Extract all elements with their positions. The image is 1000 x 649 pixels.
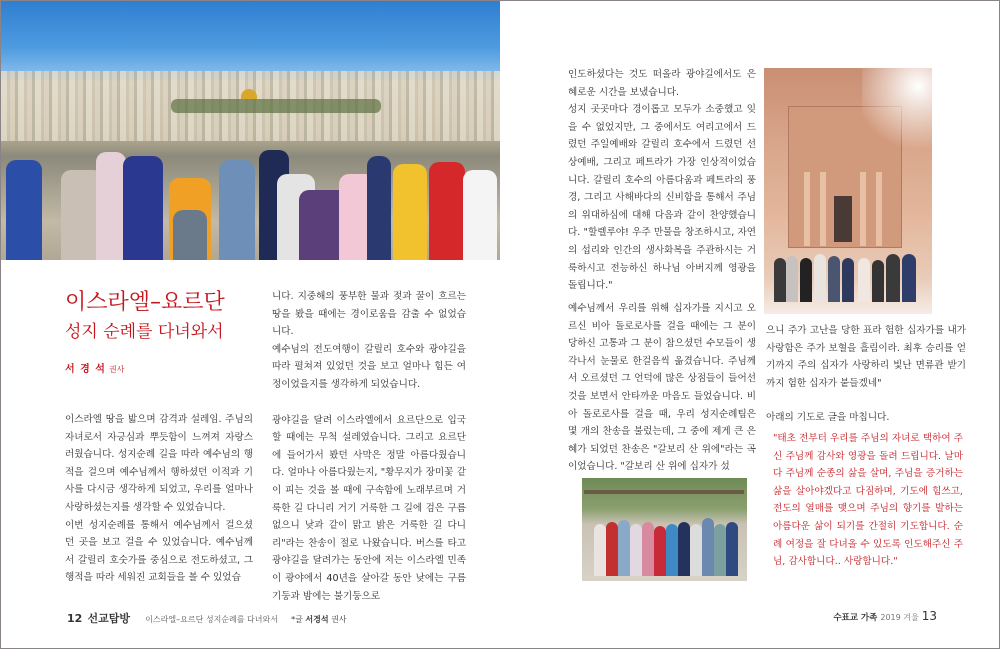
paragraph-gap (272, 394, 466, 412)
article-title: 이스라엘–요르단 (65, 290, 225, 315)
body-column-1 (65, 411, 253, 587)
closing-prayer: "태초 전부터 우리를 주님의 자녀로 택하여 주신 주님께 감사와 영광을 돌려 드립니다. 날마다 주님께 순종의 삶을 살며, 주님을 증거하는 삶을 살아야겠다고 다짐하며, 기도에 힘쓰고, 전도의 열매를 맺으며 주님의 향기를 발하는 아름다운 삶이 되기를 간절히 기도합니다. 순례 여정을 잘 다녀올 수 있도록 인도해주신 주님, 감사합니다.. 사랑합니다." (773, 433, 963, 568)
paragraph: 광야길을 달려 이스라엘에서 요르단으로 입국할 때에는 무척 설레였습니다. 그리고 요르단에 들어가서 봤던 사막은 정말 아름다웠습니다. 얼마나 아름다웠는지, "황무지가 장미꽃 같이 피는 것을 볼 때에 구속함에 노래부르며 거룩한 길 다니리 거기 거룩한 그 길에 검은 구름 없으니 낮과 같이 맑고 밝은 거룩한 길 다니리"라는 찬송이 절로 나왔습니다. 버스를 타고 광야길을 달려가는 동안에 저는 이스라엘 민족이 광야에서 40년을 살아갈 동안 낮에는 구름 기둥과 밤에는 불기둥으로 (272, 414, 466, 602)
paragraph: 으니 주가 고난을 당한 표라 험한 십자가를 내가 사랑함은 주가 보혈을 흘림이라. 최후 승리를 얻기까지 주의 십자가 사랑하리 빛난 면류관 받기까지 험한 십자가 붙들겠네" (766, 325, 966, 389)
footer-author-name: 서경석 (305, 615, 329, 624)
paragraph: 성지 곳곳마다 경이롭고 모두가 소중했고 잊을 수 없었지만, 그 중에서도 여리고에서 드렸던 주일예배와 갈릴리 호수에서 드렸던 선상예배, 그리고 페트라가 가장 인상적이었습니다. 갈릴리 호수의 아름다움과 페트라의 풍경, 그리고 사해바다의 신비함을 통해서 주님의 위대하심에 대해 다음과 같이 찬양했습니다. "할렐루야! 우주 만물을 창조하시고, 자연의 섭리와 인간의 생사화복을 주관하시는 거룩하시고 전능하신 하나님 아버지께 영광을 돌립니다." (568, 104, 756, 292)
magazine-name: 수표교 가족 (833, 613, 878, 623)
issue-date: 2019 겨울 (880, 613, 919, 622)
photo-pavilion-beam (584, 490, 744, 494)
photo-column (820, 172, 826, 246)
footer-author-prefix: *글 (291, 615, 303, 624)
footer-author-rank: 권사 (331, 615, 347, 624)
photo-crowd (1, 141, 500, 260)
section-name: 선교탐방 (87, 612, 131, 625)
footer-left (67, 610, 347, 626)
paragraph: 예수님의 전도여행이 갈릴리 호수와 광야길을 따라 펼쳐져 있었던 것을 보고 얼마나 힘든 여정이었을지를 생각하게 되었습니다. (272, 343, 466, 390)
paragraph: 이스라엘 땅을 밟으며 감격과 설레임. 주님의 자녀로서 자긍심과 뿌듯함이 느껴져 자랑스러웠습니다. 성지순례 길을 따라 예수님의 행적을 걸으며 예수님께서 행하셨던 이적과 기사를 다시금 생각하게 되었고, 우리를 얼마나 사랑하셨는지를 생각할 수 있었습니다. (65, 414, 253, 513)
photo-column (860, 172, 866, 246)
footer-author (291, 615, 346, 624)
photo-trees (171, 99, 381, 113)
closing-line: 아래의 기도로 글을 마칩니다. (766, 412, 890, 424)
author-name: 서 경 석 (65, 364, 106, 375)
footer-article-title: 이스라엘–요르단 성지순례를 다녀와서 (145, 615, 278, 624)
photo-group-pavilion (582, 478, 747, 581)
paragraph: 인도하셨다는 것도 떠올라 광야길에서도 은혜로운 시간을 보냈습니다. (568, 69, 756, 98)
body-column-2 (272, 288, 466, 605)
article-byline (65, 360, 124, 375)
paragraph: 니다. 지중해의 풍부한 물과 젖과 꿀이 흐르는 땅을 봤을 때에는 경이로움을 감출 수 없었습니다. (272, 291, 466, 338)
page-number-left: 12 (67, 612, 83, 625)
author-rank: 권사 (108, 365, 125, 374)
page-number-right: 13 (921, 609, 937, 623)
article-subtitle: 성지 순례를 다녀와서 (65, 322, 224, 342)
body-column-4 (766, 322, 966, 427)
paragraph: 이번 성지순례를 통해서 예수님께서 걸으셨던 곳을 보고 걸을 수 있었습니다. 예수님께서 갈릴리 호숫가를 중심으로 전도하셨고, 그 행적을 따라 세워진 교회들을 볼 수 있었습 (65, 519, 253, 584)
footer-right (833, 609, 937, 623)
paragraph: 예수님께서 우리를 위해 십자가를 지시고 오르신 비아 돌로로사를 걸을 때에는 그 분이 당하신 고통과 그 분이 참으셨던 수모들이 생각나서 눈물로 한걸음씩 옮겼습니다. 주님께서 오르셨던 그 언덕에 많은 상점들이 들어선 것을 보면서 안타까운 마음도 들었습니다. 비아 돌로로사를 걸을 때, 우리 성지순례팀은 몇 개의 찬송을 불렀는데, 그 중에 제게 큰 은혜가 되었던 찬송은 "갈보리 산 위에"라는 곡이었습니다. "갈보리 산 위에 십자가 섰 (568, 303, 756, 473)
photo-petra-treasury (764, 68, 932, 314)
photo-light-flare (862, 68, 932, 158)
photo-group-people (768, 252, 928, 302)
photo-group-people (594, 512, 740, 576)
photo-jerusalem-overlook (1, 1, 500, 260)
photo-treasury-door (834, 196, 852, 242)
body-column-3-continued (568, 300, 756, 476)
photo-column (804, 172, 810, 246)
photo-column (876, 172, 882, 246)
photo-dome-of-the-rock (241, 89, 257, 99)
body-column-3 (568, 66, 756, 295)
